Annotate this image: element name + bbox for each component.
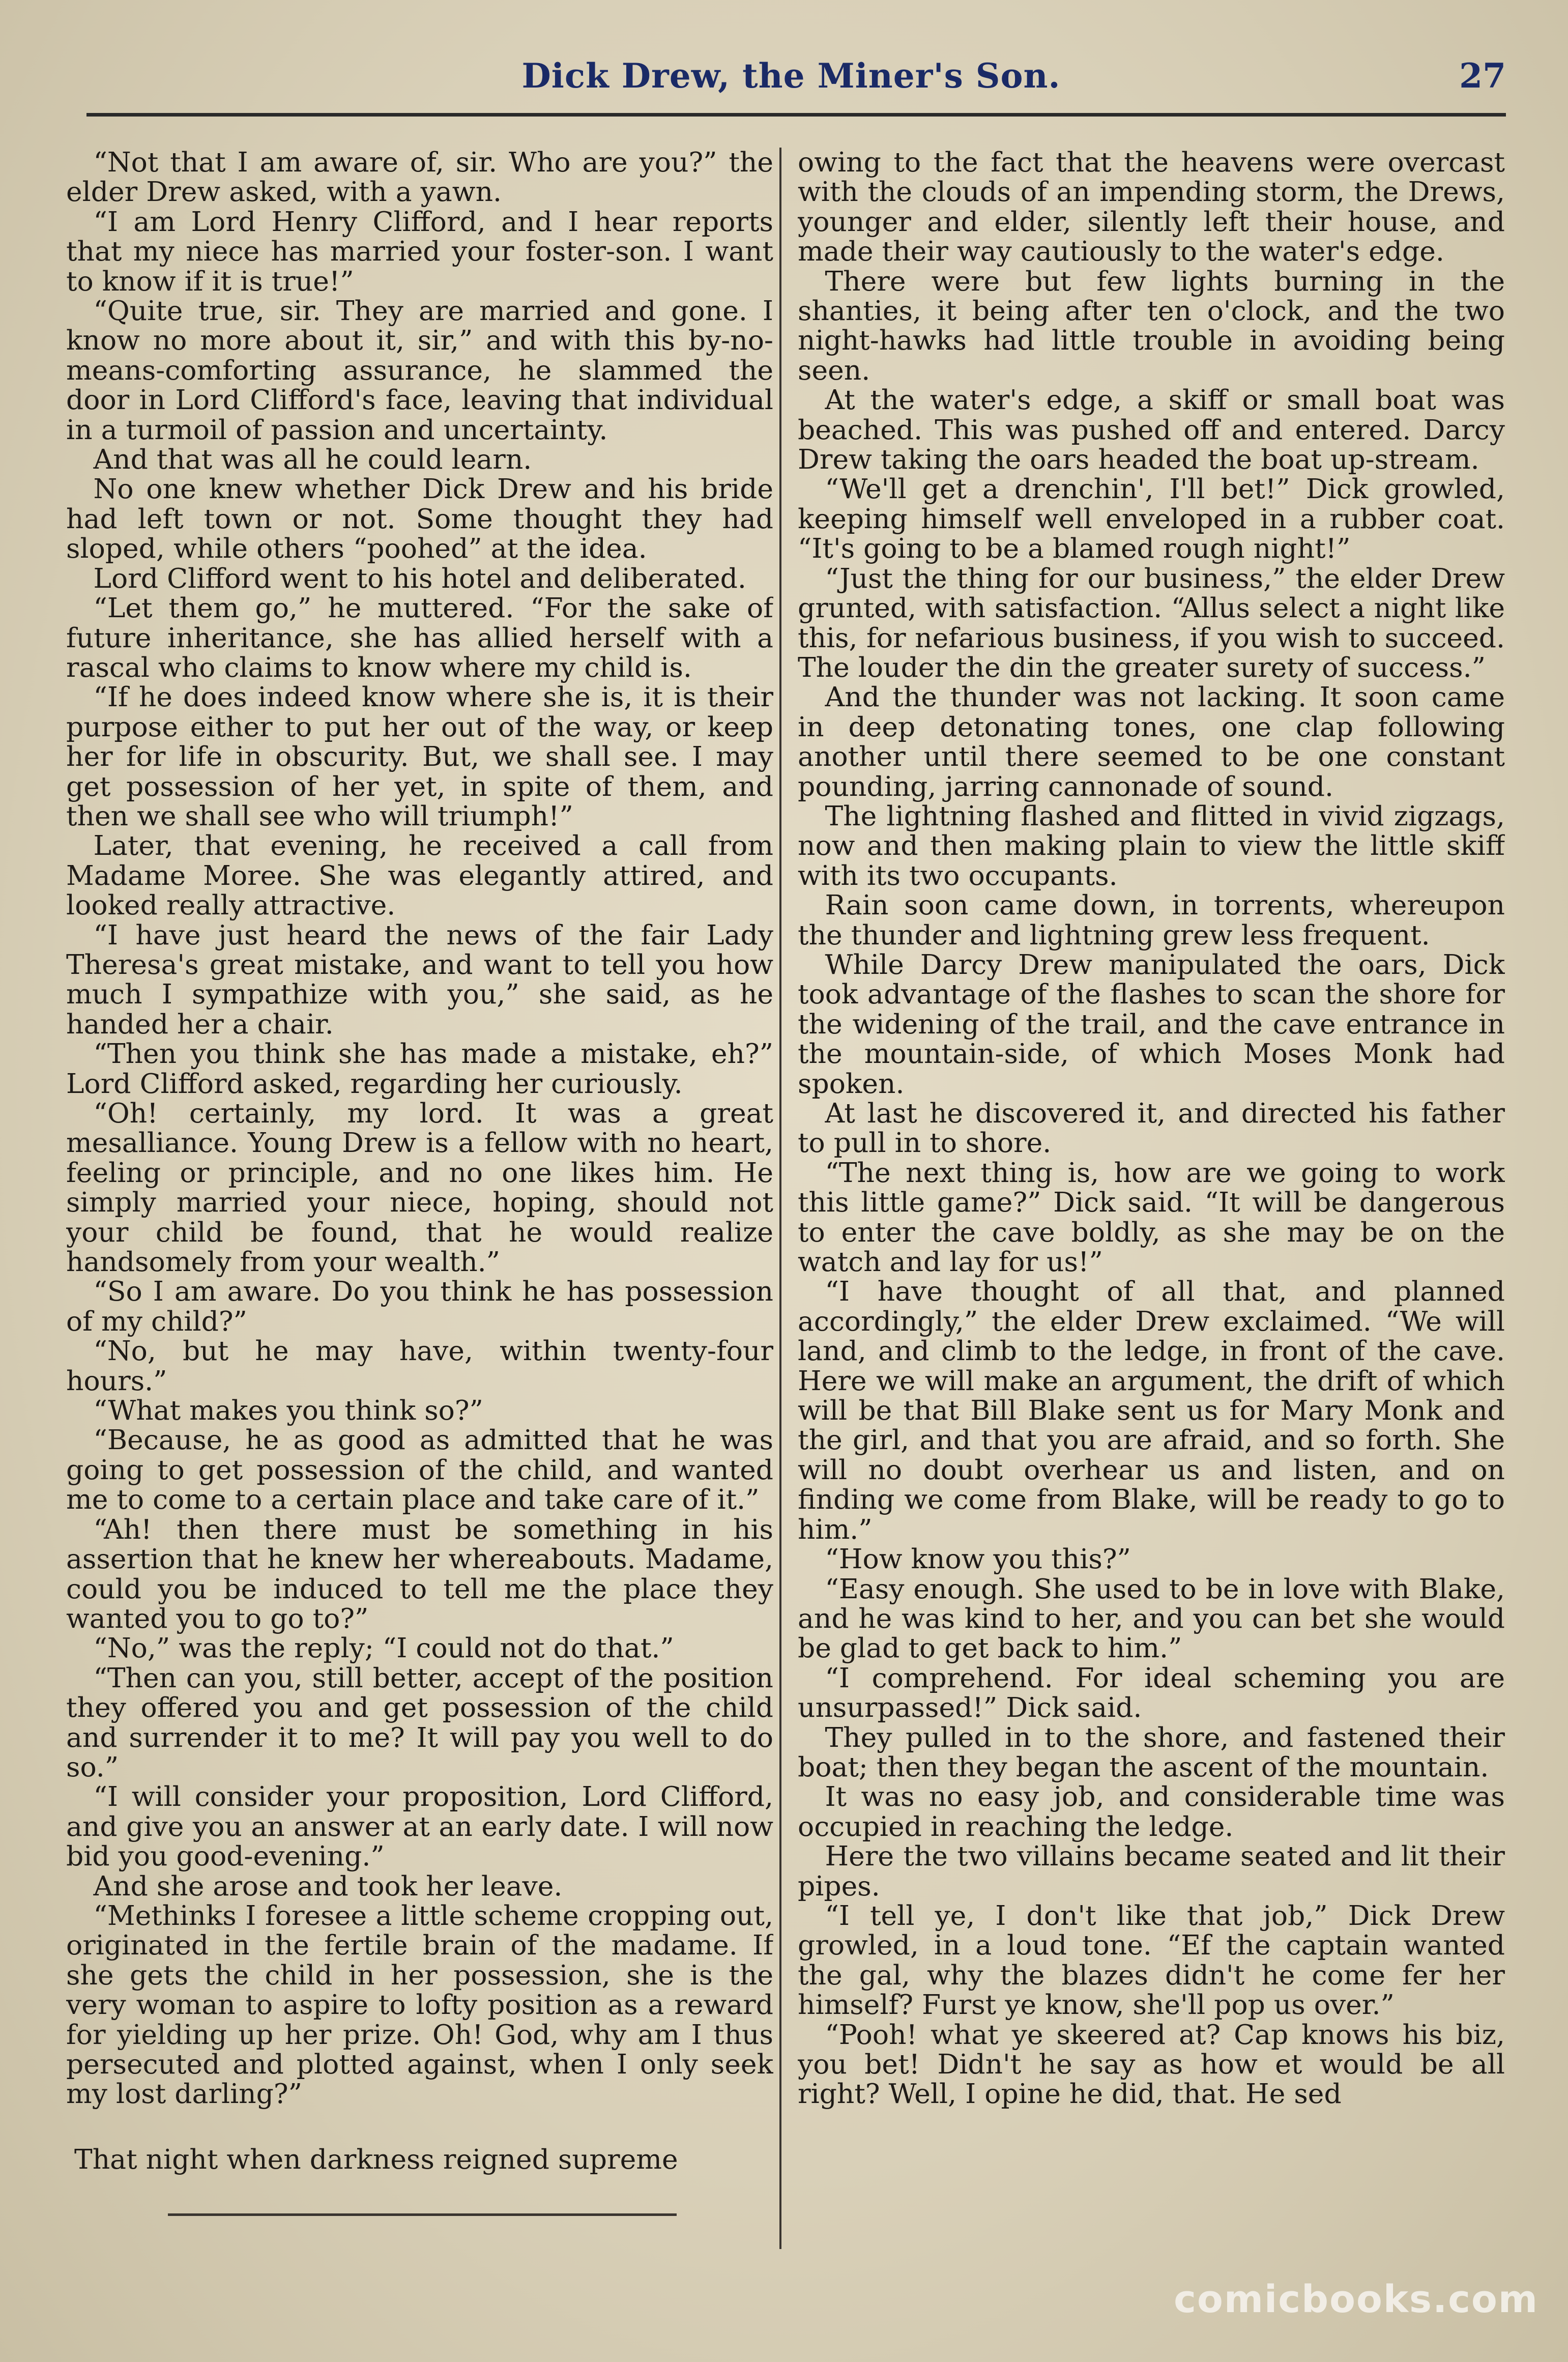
paragraph: Here the two villains became seated and lit their pipes. (798, 1840, 1505, 1902)
paragraph: “How know you this?” (825, 1543, 1131, 1575)
paragraph: “No,” was the reply; “I could not do that.” (93, 1632, 674, 1664)
section-opening-line: That night when darkness reigned supreme (74, 2143, 678, 2175)
page-header (76, 56, 1506, 112)
paragraph: “What makes you think so?” (93, 1394, 483, 1427)
paragraph: And the thunder was not lacking. It soon came in deep detonating tones, one clap following another until there seemed to be one constant pounding, jarring cannonade of sound. (798, 681, 1505, 802)
left-column (66, 148, 773, 2213)
paragraph: Rain soon came down, in torrents, whereupon the thunder and lightning grew less frequent. (798, 889, 1505, 951)
paragraph: “Then you think she has made a mistake, eh?” Lord Clifford asked, regarding her curiously. (66, 1038, 773, 1100)
paragraph: And that was all he could learn. (93, 443, 532, 476)
paragraph: And she arose and took her leave. (93, 1869, 563, 1902)
paragraph: “Then can you, still better, accept of the position they offered you and get possession of the child and surrender it to me? It will pay you well to do so.” (66, 1661, 773, 1783)
header-rule (86, 113, 1506, 117)
paragraph: “I am Lord Henry Clifford, and I hear reports that my niece has married your foster-son. I want to know if it is true!” (66, 205, 773, 297)
paragraph: “No, but he may have, within twenty-four hours.” (66, 1335, 773, 1397)
paragraph: “I have just heard the news of the fair Lady Theresa's great mistake, and want to tell you how much I sympathize with you,” she said, as he handed her a chair. (66, 918, 773, 1040)
column-divider (779, 148, 781, 2249)
paragraph: It was no easy job, and considerable time was occupied in reaching the ledge. (798, 1780, 1505, 1842)
paragraph: “I tell ye, I don't like that job,” Dick Drew growled, in a loud tone. “Ef the captain wanted the gal, why the blazes didn't he come fer her himself? Furst ye know, she'll pop us over.” (798, 1899, 1505, 2021)
page-number: 27 (1459, 56, 1506, 96)
paragraph: “Methinks I foresee a little scheme cropping out, originated in the fertile brain of the madame. If she gets the child in her possession, she is the very woman to aspire to lofty position as a reward for yielding up her prize. Oh! God, why am I thus persecuted and plotted against, when I only seek my lost darling?” (66, 1899, 773, 2110)
paragraph: “So I am aware. Do you think he has possession of my child?” (66, 1275, 773, 1337)
running-title: Dick Drew, the Miner's Son. (521, 56, 1061, 96)
paragraph: “I will consider your proposition, Lord Clifford, and give you an answer at an early date. I will now bid you good-evening.” (66, 1780, 773, 1873)
paragraph: “Ah! then there must be something in his assertion that he knew her whereabouts. Madame, could you be induced to tell me the place they wanted you to go to?” (66, 1513, 773, 1634)
paragraph: Lord Clifford went to his hotel and deliberated. (93, 562, 746, 594)
paragraph: “The next thing is, how are we going to work this little game?” Dick said. “It will be dangerous to enter the cave boldly, as she may be on the watch and lay for us!” (798, 1156, 1505, 1278)
paragraph: “If he does indeed know where she is, it is their purpose either to put her out of the way, or keep her for life in obscurity. But, we shall see. I may get possession of her yet, in spite of them, and then we shall see who will triumph!” (66, 681, 773, 832)
paragraph: “Pooh! what ye skeered at? Cap knows his biz, you bet! Didn't he say as how et would be all right? Well, I opine he did, that. He sed (798, 2018, 1505, 2110)
paragraph: Later, that evening, he received a call from Madame Moree. She was elegantly attired, and looked really attractive. (66, 829, 773, 921)
paragraph: “Because, he as good as admitted that he was going to get possession of the child, and wanted me to come to a certain place and take care of it.” (66, 1424, 773, 1516)
paragraph: “Let them go,” he muttered. “For the sake of future inheritance, she has allied herself with a rascal who claims to know where my child is. (66, 592, 773, 683)
paragraph: “Oh! certainly, my lord. It was a great mesalliance. Young Drew is a fellow with no heart, feeling or principle, and no one likes him. He simply married your niece, hoping, should not your child be found, that he would realize handsomely from your wealth.” (66, 1097, 773, 1278)
paragraph: While Darcy Drew manipulated the oars, Dick took advantage of the flashes to scan the shore for the widening of the trail, and the cave entrance in the mountain-side, of which Moses Monk had spoken. (798, 948, 1505, 1100)
paragraph: “Easy enough. She used to be in love with Blake, and he was kind to her, and you can bet she would be glad to get back to him.” (798, 1572, 1505, 1664)
paragraph: “Not that I am aware of, sir. Who are you?” the elder Drew asked, with a yawn. (66, 148, 773, 208)
paragraph: At the water's edge, a skiff or small boat was beached. This was pushed off and entered. Darcy Drew taking the oars headed the boat up-stream. (798, 384, 1505, 476)
paragraph: No one knew whether Dick Drew and his bride had left town or not. Some thought they had sloped, while others “poohed” at the idea. (66, 473, 773, 565)
paragraph: “Quite true, sir. They are married and gone. I know no more about it, sir,” and with this by-no-means-comforting assurance, he slammed the door in Lord Clifford's face, leaving that individual in a turmoil of passion and uncertainty. (66, 295, 773, 446)
paragraph: “Just the thing for our business,” the elder Drew grunted, with satisfaction. “Allus select a night like this, for nefarious business, if you wish to succeed. The louder the din the greater surety of success.” (798, 562, 1505, 683)
paragraph: owing to the fact that the heavens were overcast with the clouds of an impending storm, the Drews, younger and elder, silently left their house, and made their way cautiously to the water's edge. (798, 148, 1505, 268)
paragraph: At last he discovered it, and directed his father to pull in to shore. (798, 1097, 1505, 1159)
right-column (798, 148, 1505, 2213)
paragraph: There were but few lights burning in the shanties, it being after ten o'clock, and the two night-hawks had little trouble in avoiding being seen. (798, 265, 1505, 386)
paragraph: “I have thought of all that, and planned accordingly,” the elder Drew exclaimed. “We will land, and climb to the ledge, in front of the cave. Here we will make an argument, the drift of which will be that Bill Blake sent us for Mary Monk and the girl, and that you are afraid, and so forth. She will no doubt overhear us and listen, and on finding we come from Blake, will be ready to go to him.” (798, 1275, 1505, 1545)
paragraph: “I comprehend. For ideal scheming you are unsurpassed!” Dick said. (798, 1661, 1505, 1724)
paragraph: “We'll get a drenchin', I'll bet!” Dick growled, keeping himself well enveloped in a rubber coat. “It's going to be a blamed rough night!” (798, 473, 1505, 565)
paragraph: The lightning flashed and flitted in vivid zigzags, now and then making plain to view the little skiff with its two occupants. (798, 799, 1505, 891)
section-break-rule (168, 2213, 677, 2216)
paragraph: They pulled in to the shore, and fastened their boat; then they began the ascent of the mountain. (798, 1721, 1505, 1783)
watermark: comicbooks.com (1174, 2278, 1538, 2321)
